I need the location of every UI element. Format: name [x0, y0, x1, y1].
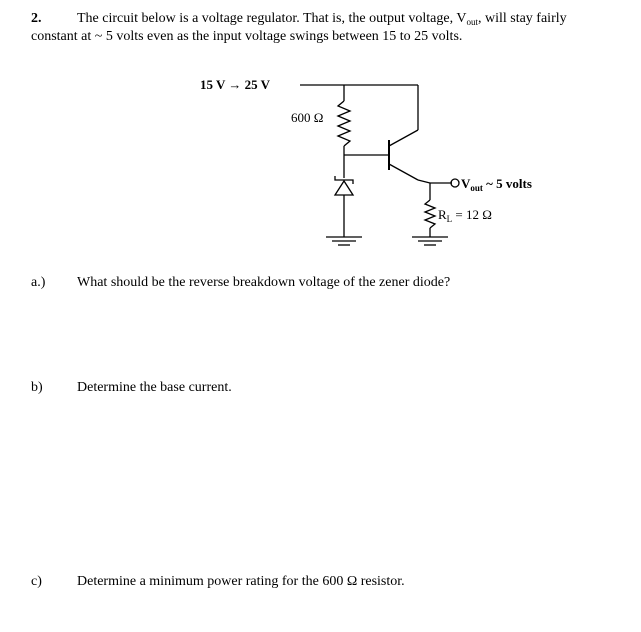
transistor-emitter [389, 164, 418, 180]
zener-diode [335, 181, 353, 195]
vout-label-v: V [461, 176, 471, 191]
question-c-label: c) [31, 574, 42, 589]
ground-zener [326, 237, 362, 245]
problem-number: 2. [31, 11, 42, 26]
resistor-600-ohm [338, 101, 350, 146]
question-a-text: What should be the reverse breakdown voltage of the zener diode? [77, 275, 451, 290]
ground-load [412, 237, 448, 245]
rl-label-subscript: L [446, 214, 453, 224]
vout-terminal [451, 179, 459, 187]
vout-label-subscript: out [470, 183, 483, 193]
transistor-collector [389, 130, 418, 146]
question-b-text: Determine the base current. [77, 380, 232, 395]
load-resistor-label [438, 207, 492, 224]
rl-label-value: = 12 Ω [452, 207, 492, 222]
problem-text-line-2: constant at ~ 5 volts even as the input voltage swings between 15 to 25 volts. [31, 29, 463, 44]
load-resistor [425, 200, 435, 228]
problem-text-1b: , will stay fairly [477, 11, 567, 26]
resistor-label: 600 Ω [291, 110, 324, 125]
question-b-label: b) [31, 380, 43, 395]
question-c-text: Determine a minimum power rating for the 600 Ω resistor. [77, 574, 405, 589]
vout-label [461, 176, 532, 193]
vout-label-value: ~ 5 volts [482, 176, 532, 191]
problem-text-1a: The circuit below is a voltage regulator. That is, the output voltage, V [77, 11, 467, 26]
question-a-label: a.) [31, 275, 46, 290]
rl-label-r: R [438, 207, 447, 222]
input-voltage-label: 15 V → 25 V [200, 77, 271, 92]
vout-subscript: out [466, 17, 478, 27]
output-wire [418, 180, 430, 183]
